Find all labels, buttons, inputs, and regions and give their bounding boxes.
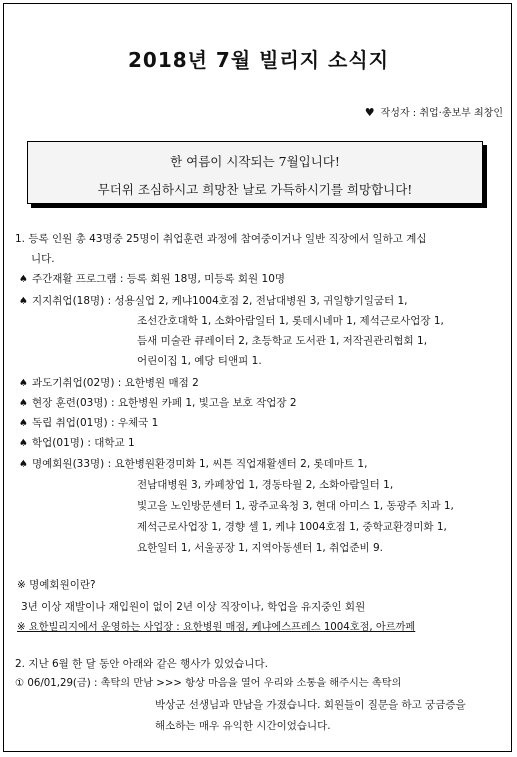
author-line	[365, 104, 503, 119]
list-item: ♠ 독립 취업(01명) : 우체국 1	[19, 417, 159, 429]
notice-line-1: 한 여름이 시작되는 7월입니다!	[170, 154, 340, 169]
notice-box	[27, 141, 483, 204]
list-item-continuation: 제석근로사업장 1, 경향 셀 1, 케냐 1004호점 1, 중학교환경미화 1,	[137, 521, 447, 533]
list-item-continuation: 전남대병원 3, 카페창업 1, 경동타월 2, 소화아람일터 1,	[137, 479, 394, 491]
author-text: 작성자 : 취업·총보부 최창인	[380, 108, 503, 119]
event-line-3: 해소하는 매우 유익한 시간이었습니다.	[155, 720, 331, 732]
list-item-continuation: 조선간호대학 1, 소화아람일터 1, 롯데시네마 1, 제석근로사업장 1,	[137, 315, 444, 327]
list-item: ♠ 주간재활 프로그램 : 등록 회원 18명, 미등록 회원 10명	[19, 273, 286, 285]
list-item: ♠ 현장 훈련(03명) : 요한병원 카페 1, 빛고을 보호 작업장 2	[19, 397, 297, 409]
spade-icon: ♠	[19, 398, 28, 409]
spade-icon: ♠	[19, 459, 28, 470]
section1-intro-line2: 니다.	[31, 253, 55, 265]
list-item: ♠ 지지취업(18명) : 성용실업 2, 케냐1004호점 2, 전남대병원 3, 귀일향기일굼터 1,	[19, 295, 408, 307]
spade-icon: ♠	[19, 438, 28, 449]
spade-icon: ♠	[19, 274, 28, 285]
heart-icon: ♥	[364, 106, 375, 119]
event-line-1: ① 06/01,29(금) : 촉탁의 만남 >>> 항상 마음을 열어 우리와 소통을 해주시는 촉탁의	[15, 678, 402, 689]
list-item-continuation: 어린이집 1, 예당 티앤피 1.	[137, 355, 262, 367]
honorary-definition: 3년 이상 재발이나 재입원이 없이 2년 이상 직장이나, 학업을 유지중인 회원	[21, 601, 366, 613]
list-item: ♠ 명예회원(33명) : 요한병원환경미화 1, 씨튼 직업재활센터 2, 롯데마트 1,	[19, 458, 368, 470]
list-item-continuation: 듬새 미술관 큐레이터 2, 초등학교 도서관 1, 저작권관리협회 1,	[137, 335, 428, 347]
list-item-continuation: 요한일터 1, 서울공장 1, 지역아동센터 1, 취업준비 9.	[137, 542, 384, 554]
list-item: ♠ 과도기취업(02명) : 요한병원 매점 2	[19, 377, 199, 389]
newsletter-title: 2018년 7월 빌리지 소식지	[127, 48, 390, 72]
notice-line-2: 무더위 조심하시고 희망찬 날로 가득하시기를 희망합니다!	[97, 182, 413, 197]
business-sites: ※ 요한빌리지에서 운영하는 사업장 : 요한병원 매점, 케냐에스프레스 1004호점, 아르까페	[17, 622, 416, 633]
section2-intro: 2. 지난 6월 한 달 동안 아래와 같은 행사가 있었습니다.	[15, 658, 268, 670]
spade-icon: ♠	[19, 418, 28, 429]
spade-icon: ♠	[19, 378, 28, 389]
event-line-2: 박상군 선생님과 만남을 가졌습니다. 회원들이 질문을 하고 궁금증을	[155, 699, 466, 711]
honorary-heading: ※ 명예회원이란?	[17, 579, 96, 591]
section1-intro-line1: 1. 등록 인원 총 43명중 25명이 취업훈련 과정에 참여중이거나 일반 직장에서 일하고 계십	[15, 233, 427, 245]
spade-icon: ♠	[19, 296, 28, 307]
list-item-continuation: 빛고을 노인방문센터 1, 광주교육청 3, 현대 아미스 1, 동광주 치과 1,	[137, 500, 454, 512]
list-item: ♠ 학업(01명) : 대학교 1	[19, 437, 135, 449]
